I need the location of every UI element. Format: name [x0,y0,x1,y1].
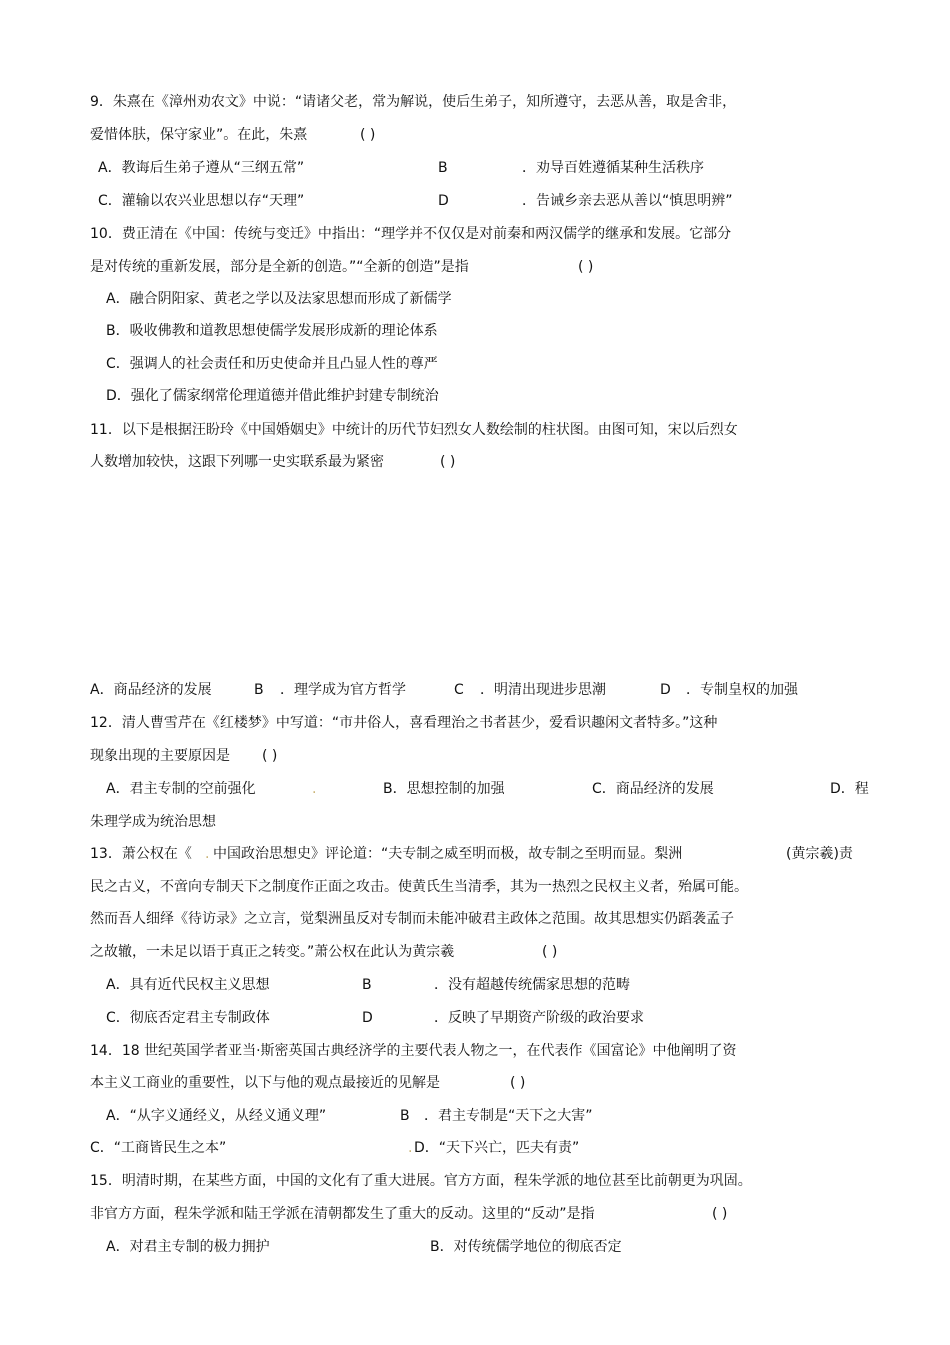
q13-option-b-text: ．没有超越传统儒家思想的范畴 [434,977,630,993]
q14-option-d: D．“天下兴亡，匹夫有责” [414,1140,580,1156]
q14-option-a: A．“从字义通经义，从经义通义理” [106,1108,327,1124]
q10-option-b: B．吸收佛教和道教思想使儒学发展形成新的理论体系 [106,323,438,339]
q9-option-c: C．灌输以农兴业思想以存“天理” [98,193,305,209]
q9-option-b-letter: B [438,160,448,176]
q11-answer-paren: ( ) [440,454,456,470]
q9-option-d-letter: D [438,193,449,209]
q10-option-a: A．融合阴阳家、黄老之学以及法家思想而形成了新儒学 [106,291,452,307]
q10-stem-line1: 10．费正清在《中国：传统与变迁》中指出：“理学并不仅仅是对前秦和两汉儒学的继承和发展。它部分 [90,226,732,242]
q14-option-c: C．“工商皆民生之本” [90,1140,227,1156]
q14-option-b-text: ．君主专制是“天下之大害” [424,1108,593,1124]
q11-option-c-text: ．明清出现进步思潮 [480,682,606,698]
q12-stem-line1: 12．清人曹雪芹在《红楼梦》中写道：“市井俗人，喜看理治之书者甚少，爱看识趣闲文者特多。”这种 [90,715,718,731]
q13-option-a: A．具有近代民权主义思想 [106,977,270,993]
q11-stem-line2: 人数增加较快，这跟下列哪一史实联系最为紧密 [90,454,384,470]
q12-option-b: B．思想控制的加强 [383,781,505,797]
q12-answer-paren: ( ) [262,748,278,764]
q12-stray-dot: . [312,781,317,797]
q14-answer-paren: ( ) [510,1075,526,1091]
q13-stem-line1-mid: 中国政治思想史》评论道：“夫专制之威至明而极，故专制之至明而显。梨洲 [213,846,683,862]
q12-option-d-start: D．程 [830,781,869,797]
q13-option-c: C．彻底否定君主专制政体 [106,1010,270,1026]
q11-option-d-text: ．专制皇权的加强 [686,682,798,698]
q15-stem-line2: 非官方方面，程朱学派和陆王学派在清朝都发生了重大的反动。这里的“反动”是指 [90,1206,595,1222]
q13-stem-line4: 之故辙，一未足以语于真正之转变。”萧公权在此认为黄宗羲 [90,944,455,960]
q9-option-a: A．教诲后生弟子遵从“三纲五常” [98,160,305,176]
q13-option-b-letter: B [362,977,372,993]
q13-stray-dot: . [205,846,210,862]
q13-answer-paren: ( ) [542,944,558,960]
q15-stem-line1: 15．明清时期，在某些方面，中国的文化有了重大进展。官方方面，程朱学派的地位甚至比前朝更为巩固。 [90,1173,752,1189]
q13-stem-line3: 然而吾人细绎《待访录》之立言，觉梨洲虽反对专制而未能冲破君主政体之范围。故其思想实仍蹈袭孟子 [90,911,734,927]
q14-stray-dot: . [408,1140,413,1156]
q13-stem-line1-start: 13．萧公权在《 [90,846,192,862]
q12-option-c: C．商品经济的发展 [592,781,714,797]
q11-option-b-letter: B [254,682,264,698]
q12-option-a: A．君主专制的空前强化 [106,781,256,797]
q11-option-d-letter: D [660,682,671,698]
q11-option-b-text: ．理学成为官方哲学 [280,682,406,698]
q9-stem-line2: 爱惜体肤，保守家业”。在此，朱熹 [90,127,308,143]
q15-option-b: B．对传统儒学地位的彻底否定 [430,1239,622,1255]
q10-option-d: D．强化了儒家纲常伦理道德并借此维护封建专制统治 [106,388,439,404]
q9-answer-paren: ( ) [360,127,376,143]
q15-option-a: A．对君主专制的极力拥护 [106,1239,270,1255]
q10-option-c: C．强调人的社会责任和历史使命并且凸显人性的尊严 [106,356,438,372]
q13-stem-line2: 民之古义，不啻向专制天下之制度作正面之攻击。使黄氏生当清季，其为一热烈之民权主义者，殆属可能。 [90,879,748,895]
q13-option-d-letter: D [362,1010,373,1026]
q11-chart-placeholder [90,480,870,670]
q15-answer-paren: ( ) [712,1206,728,1222]
q9-option-b-text: ．劝导百姓遵循某种生活秩序 [522,160,704,176]
q10-stem-line2: 是对传统的重新发展，部分是全新的创造。”“全新的创造”是指 [90,259,469,275]
q14-option-b-letter: B [400,1108,410,1124]
q9-stem-line1: 9．朱熹在《漳州劝农文》中说：“请诸父老，常为解说，使后生弟子，知所遵守，去恶从善，取是舍非， [90,94,737,110]
q12-stem-line2: 现象出现的主要原因是 [90,748,230,764]
q11-option-a: A．商品经济的发展 [90,682,212,698]
q12-option-d-rest: 朱理学成为统治思想 [90,814,216,830]
q14-stem-line1: 14．18 世纪英国学者亚当·斯密英国古典经济学的主要代表人物之一，在代表作《国富论》中他阐明了资 [90,1043,737,1059]
q11-option-c-letter: C [454,682,464,698]
q13-stem-line1-end: (黄宗羲)责 [786,846,853,862]
q10-answer-paren: ( ) [578,259,594,275]
q11-stem-line1: 11．以下是根据汪盼玲《中国婚姻史》中统计的历代节妇烈女人数绘制的柱状图。由图可知，宋以后烈女 [90,422,738,438]
q9-option-d-text: ．告诫乡亲去恶从善以“慎思明辨” [522,193,733,209]
q14-stem-line2: 本主义工商业的重要性，以下与他的观点最接近的见解是 [90,1075,440,1091]
q13-option-d-text: ．反映了早期资产阶级的政治要求 [434,1010,644,1026]
